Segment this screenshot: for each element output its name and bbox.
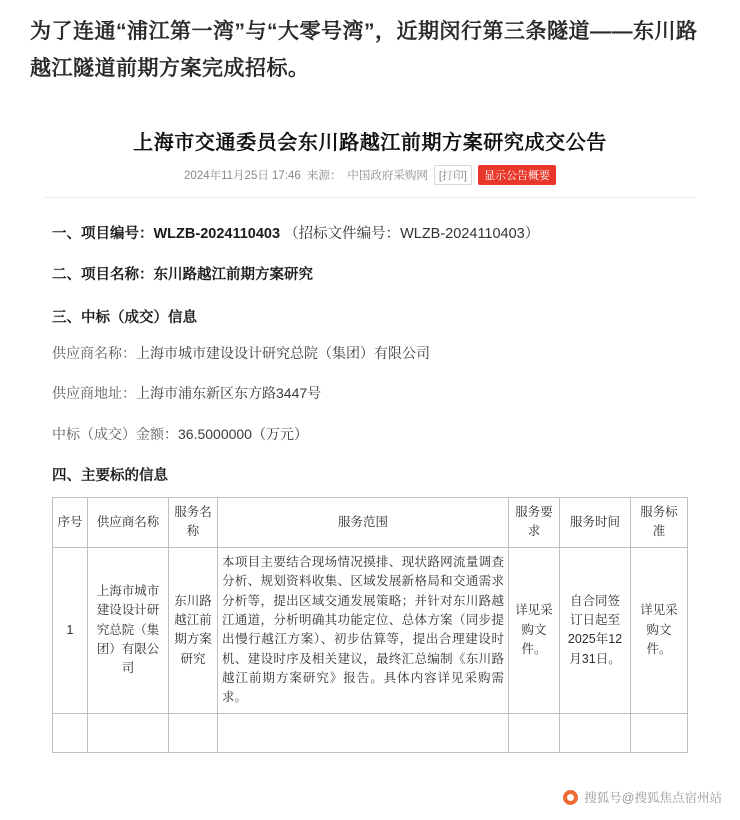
th-time: 服务时间 [560, 498, 631, 548]
field-award-amount [44, 414, 696, 454]
table-row [53, 547, 688, 713]
announcement-title: 上海市交通委员会东川路越江前期方案研究成交公告 [133, 131, 607, 154]
cell-standard: 详见采购文件。 [631, 547, 688, 713]
field-supplier-name-value: 上海市城市建设设计研究总院（集团）有限公司 [136, 344, 430, 361]
cell-service-empty [169, 713, 218, 752]
cell-time-empty [560, 713, 631, 752]
th-scope: 服务范围 [218, 498, 509, 548]
cell-seq: 1 [53, 547, 88, 713]
cell-time: 自合同签订日起至2025年12月31日。 [560, 547, 631, 713]
summary-badge[interactable]: 显示公告概要 [478, 165, 556, 185]
field-supplier-address [44, 373, 696, 413]
field-award-amount-key: 中标（成交）金额： [52, 425, 178, 442]
bid-table-head [53, 498, 688, 548]
section-two-label: 项目名称： [81, 266, 154, 283]
print-button[interactable]: [打印] [434, 165, 472, 185]
field-supplier-name [44, 333, 696, 373]
cell-service: 东川路越江前期方案研究 [169, 547, 218, 713]
announcement-card [22, 112, 718, 753]
meta-source-label: 来源： [306, 169, 342, 182]
th-seq: 序号 [53, 498, 88, 548]
th-service: 服务名称 [169, 498, 218, 548]
cell-scope: 本项目主要结合现场情况摸排、现状路网流量调查分析、规划资料收集、区域发展新格局和交通需求分析等，提出区域交通发展策略；并针对东川路越江通道，分析明确其功能定位、总体方案（同步提出慢行越江方案）、初步估算等，提出合理建设时机、建设时序及相关建议，最终汇总编制《东川路越江前期方案研究》报告。具体内容详见采购需求。 [218, 547, 509, 713]
section-project-number [44, 214, 696, 255]
cell-requirement-empty [509, 713, 560, 752]
section-one-note: （招标文件编号：WLZB-2024110403） [284, 225, 540, 242]
th-standard: 服务标准 [631, 498, 688, 548]
header-divider [44, 197, 696, 198]
cell-standard-empty [631, 713, 688, 752]
meta-source-link[interactable]: 中国政府采购网 [347, 169, 428, 182]
section-main-items-heading: 四、主要标的信息 [52, 468, 168, 485]
announcement-meta [44, 165, 696, 197]
sohu-logo-icon [563, 790, 578, 805]
field-supplier-address-key: 供应商地址： [52, 385, 136, 402]
table-header-row [53, 498, 688, 548]
cell-supplier: 上海市城市建设设计研究总院（集团）有限公司 [88, 547, 169, 713]
section-two-value: 东川路越江前期方案研究 [153, 266, 313, 283]
cell-supplier-empty [88, 713, 169, 752]
section-one-label: 项目编号： [81, 225, 154, 242]
intro-paragraph: 为了连通“浦江第一湾”与“大零号湾”，近期闵行第三条隧道——东川路越江隧道前期方案完成招标。 [30, 20, 698, 80]
bid-table [52, 497, 688, 753]
cell-seq-empty [53, 713, 88, 752]
section-project-name [44, 255, 696, 296]
bid-table-wrapper [44, 491, 696, 753]
table-row-empty [53, 713, 688, 752]
cell-scope-empty [218, 713, 509, 752]
watermark-text: 搜狐号@搜狐焦点宿州站 [584, 791, 722, 805]
field-supplier-name-key: 供应商名称： [52, 344, 136, 361]
meta-datetime: 2024年11月25日 17:46 [184, 169, 301, 182]
section-one-value: WLZB-2024110403 [153, 225, 281, 242]
watermark [563, 788, 722, 806]
section-two-index: 二、 [52, 266, 81, 283]
cell-requirement: 详见采购文件。 [509, 547, 560, 713]
section-award-info-heading: 三、中标（成交）信息 [52, 309, 197, 326]
field-award-amount-value: 36.5000000（万元） [178, 425, 308, 442]
bid-table-body [53, 547, 688, 752]
field-supplier-address-value: 上海市浦东新区东方路3447号 [136, 385, 322, 402]
section-one-index: 一、 [52, 225, 81, 242]
th-supplier: 供应商名称 [88, 498, 169, 548]
th-requirement: 服务要求 [509, 498, 560, 548]
